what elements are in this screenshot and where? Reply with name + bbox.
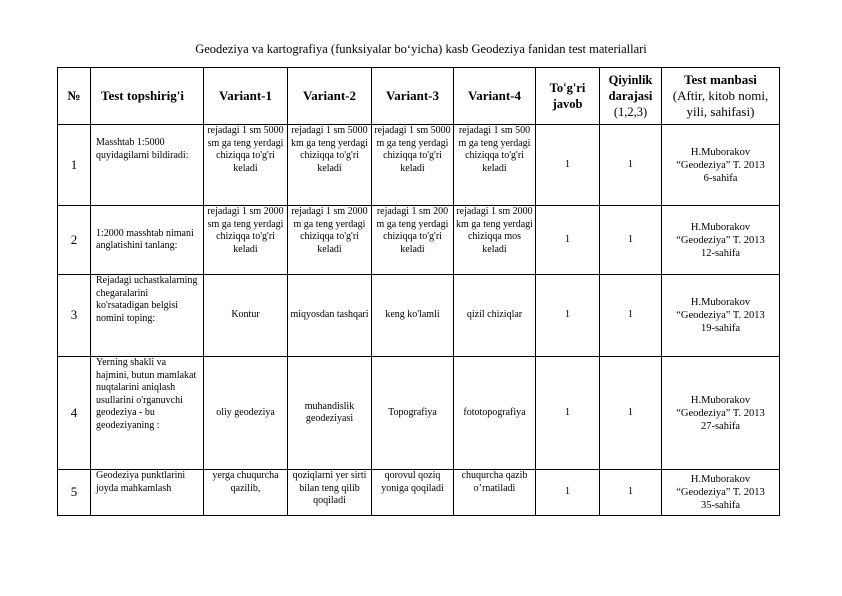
- header-num: №: [58, 68, 91, 125]
- header-variant-4: Variant-4: [454, 68, 536, 125]
- header-variant-2: Variant-2: [288, 68, 372, 125]
- question-cell: Geodeziya punktlarini joyda mahkamlash: [91, 470, 204, 516]
- question-cell: Masshtab 1:5000 quyidagilarni bildiradi:: [91, 125, 204, 206]
- variant-2-cell: rejadagi 1 sm 2000 m ga teng yerdagi chiziqqa to'g'ri keladi: [288, 206, 372, 275]
- header-variant-3: Variant-3: [372, 68, 454, 125]
- source-book: “Geodeziya” T. 2013: [676, 234, 765, 246]
- header-difficulty-label: Qiyinlik darajasi: [608, 73, 653, 103]
- header-row: [58, 68, 780, 125]
- table-row: [58, 275, 780, 357]
- test-table: [57, 67, 780, 516]
- variant-2-cell: miqyosdan tashqari: [288, 275, 372, 357]
- difficulty-cell: 1: [600, 275, 662, 357]
- variant-3-cell: Topografiya: [372, 357, 454, 470]
- source-author: H.Muborakov: [690, 146, 751, 158]
- source-author: H.Muborakov: [690, 297, 751, 308]
- variant-4-cell: qizil chiziqlar: [454, 275, 536, 357]
- source-page: 12-sahifa: [700, 247, 741, 259]
- correct-answer-cell: 1: [536, 275, 600, 357]
- variant-2-cell: qoziqlarni yer sirti bilan teng qilib qoqiladi: [288, 470, 372, 516]
- source-page: 6-sahifa: [703, 172, 738, 184]
- correct-answer-cell: 1: [536, 125, 600, 206]
- header-test: Test topshirig'i: [91, 68, 204, 125]
- source-author: H.Muborakov: [690, 221, 751, 233]
- row-number: 2: [58, 206, 91, 275]
- header-source: [662, 68, 780, 125]
- source-book: “Geodeziya” T. 2013: [676, 310, 765, 321]
- source-cell: [662, 125, 780, 206]
- table-row: [58, 470, 780, 516]
- source-book: “Geodeziya” T. 2013: [676, 159, 765, 171]
- source-cell: [662, 357, 780, 470]
- source-cell: [662, 275, 780, 357]
- variant-3-cell: rejadagi 1 sm 200 m ga teng yerdagi chiziqqa to'g'ri keladi: [372, 206, 454, 275]
- variant-4-cell: chuqurcha qazib o’rnatiladi: [454, 470, 536, 516]
- header-source-label: Test manbasi: [684, 72, 757, 87]
- table-row: [58, 125, 780, 206]
- question-cell: 1:2000 masshtab nimani anglatishini tanlang:: [91, 206, 204, 275]
- header-variant-1: Variant-1: [204, 68, 288, 125]
- document-title: Geodeziya va kartografiya (funksiyalar bo‘yicha) kasb Geodeziya fanidan test materiallari: [195, 42, 647, 56]
- source-page: 19-sahifa: [700, 323, 741, 334]
- difficulty-cell: 1: [600, 470, 662, 516]
- header-difficulty-scale: (1,2,3): [613, 105, 648, 119]
- question-cell: Yerning shakli va hajmini, butun mamlakat nuqtalarini aniqlash usullarini o'rganuvchi geodeziya - bu geodeziyaning :: [91, 357, 204, 470]
- difficulty-cell: 1: [600, 125, 662, 206]
- table-row: [58, 357, 780, 470]
- variant-3-cell: qorovul qoziq yoniga qoqiladi: [372, 470, 454, 516]
- source-page: 27-sahifa: [700, 420, 741, 432]
- variant-1-cell: rejadagi 1 sm 5000 sm ga teng yerdagi chiziqqa to'g'ri keladi: [204, 125, 288, 206]
- row-number: 1: [58, 125, 91, 206]
- row-number: 4: [58, 357, 91, 470]
- variant-1-cell: rejadagi 1 sm 2000 sm ga teng yerdagi chiziqqa to'g'ri keladi: [204, 206, 288, 275]
- correct-answer-cell: 1: [536, 470, 600, 516]
- source-book: “Geodeziya” T. 2013: [676, 487, 765, 498]
- correct-answer-cell: 1: [536, 206, 600, 275]
- difficulty-cell: 1: [600, 357, 662, 470]
- table-row: [58, 206, 780, 275]
- variant-4-cell: rejadagi 1 sm 500 m ga teng yerdagi chiziqqa to'g'ri keladi: [454, 125, 536, 206]
- header-source-details: (Aftir, kitob nomi, yili, sahifasi): [672, 88, 769, 119]
- source-page: 35-sahifa: [700, 500, 741, 511]
- variant-4-cell: rejadagi 1 sm 2000 km ga teng yerdagi chiziqqa mos keladi: [454, 206, 536, 275]
- variant-2-cell: muhandislik geodeziyasi: [288, 357, 372, 470]
- difficulty-cell: 1: [600, 206, 662, 275]
- variant-3-cell: rejadagi 1 sm 5000 m ga teng yerdagi chiziqqa to'g'ri keladi: [372, 125, 454, 206]
- row-number: 3: [58, 275, 91, 357]
- source-cell: [662, 206, 780, 275]
- variant-1-cell: oliy geodeziya: [204, 357, 288, 470]
- variant-3-cell: keng ko'lamli: [372, 275, 454, 357]
- row-number: 5: [58, 470, 91, 516]
- variant-2-cell: rejadagi 1 sm 5000 km ga teng yerdagi chiziqqa to'g'ri keladi: [288, 125, 372, 206]
- source-book: “Geodeziya” T. 2013: [676, 407, 765, 419]
- correct-answer-cell: 1: [536, 357, 600, 470]
- source-cell: [662, 470, 780, 516]
- question-cell: Rejadagi uchastkalarning chegaralarini ko'rsatadigan belgisi nomini toping:: [91, 275, 204, 357]
- source-author: H.Muborakov: [690, 474, 751, 485]
- variant-4-cell: fototopografiya: [454, 357, 536, 470]
- variant-1-cell: yerga chuqurcha qazilib,: [204, 470, 288, 516]
- header-difficulty: [600, 68, 662, 125]
- header-correct: To'g'ri javob: [536, 68, 600, 125]
- source-author: H.Muborakov: [690, 394, 751, 406]
- variant-1-cell: Kontur: [204, 275, 288, 357]
